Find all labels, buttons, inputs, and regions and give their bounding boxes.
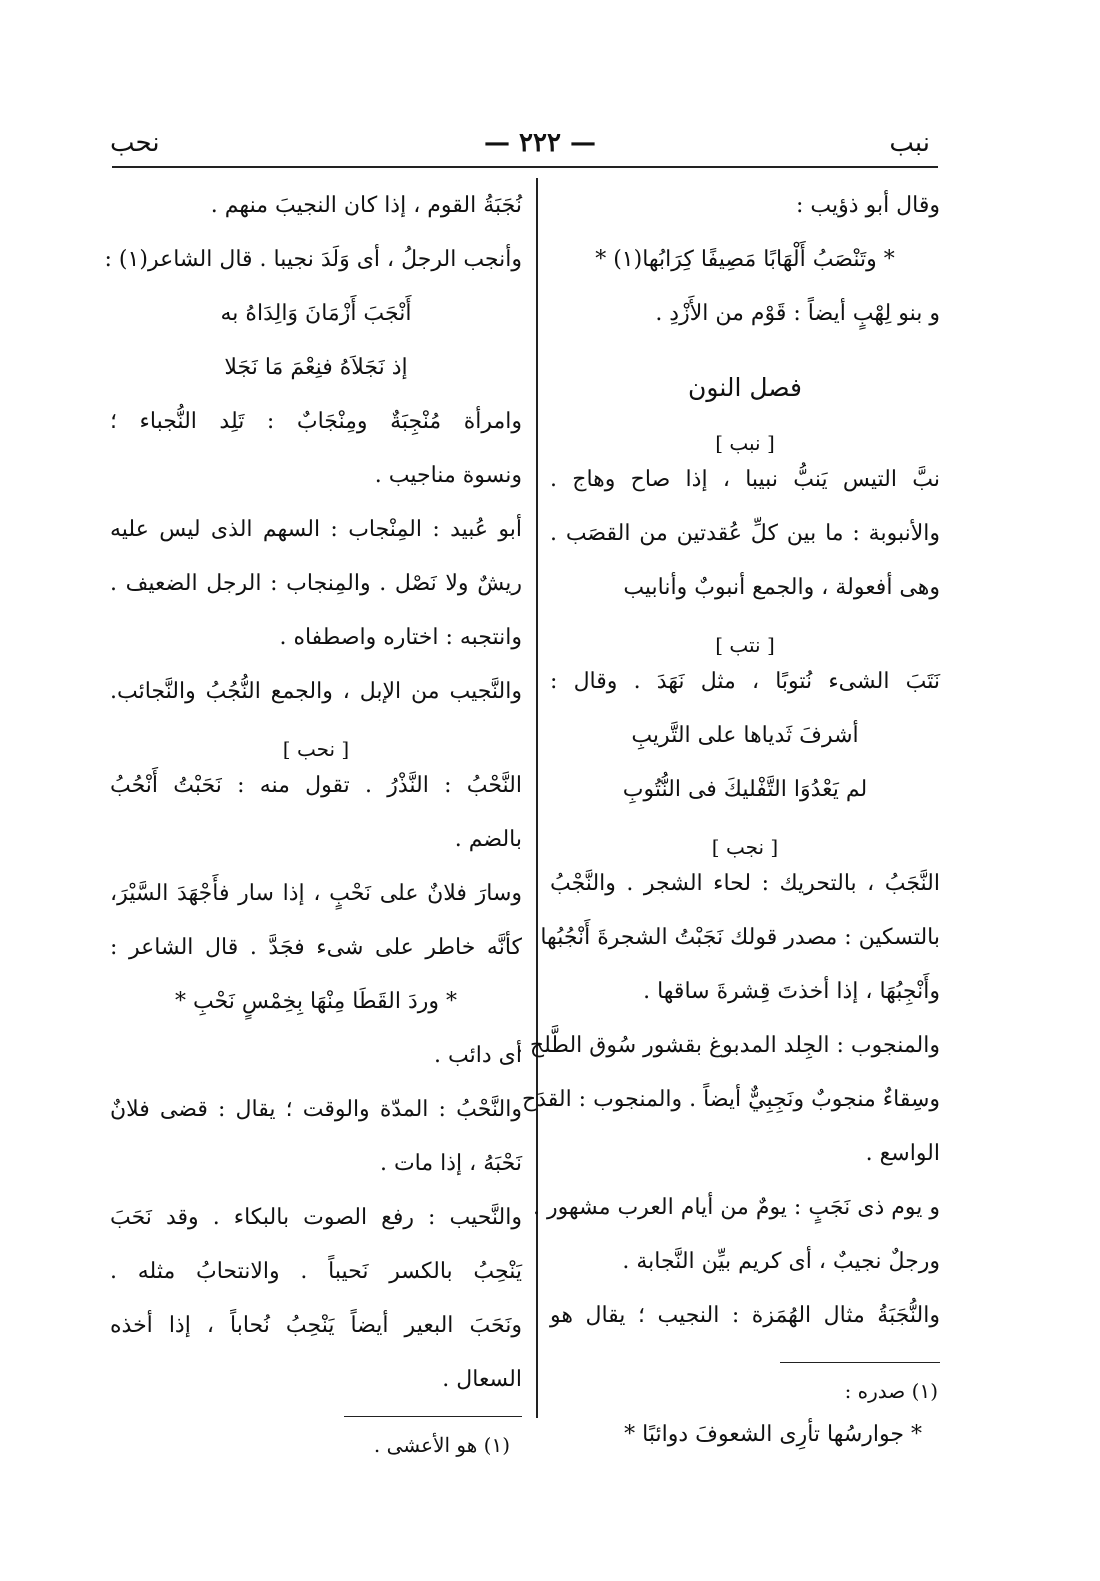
text-line: نُجَبَةُ القوم ، إذا كان النجيبَ منهم . [210, 193, 522, 218]
entry-heading: [ نجب ] [711, 835, 779, 859]
text-line: ورجلٌ نجيبٌ ، أى كريم بيِّن النَّجابة . [622, 1249, 940, 1274]
text-line: والمنجوب : الجِلد المدبوغ بقشور سُوق الطَّلح . [515, 1033, 940, 1058]
text-line: النَّجَبُ ، بالتحريك : لحاء الشجر . والنَّجْبُ [550, 871, 940, 896]
left-column [104, 192, 522, 1420]
text-line: وانتجبه : اختاره واصطفاه . [279, 625, 522, 650]
text-line: والأنبوبة : ما بين كلِّ عُقدتين من القصَب . [550, 521, 940, 546]
entry-heading: [ نبب ] [715, 431, 775, 455]
text-line: ريشٌ ولا نَصْل . والمِنجاب : الرجل الضعيف . [110, 571, 522, 596]
text-line: و بنو لِهْبٍ أيضاً : قَوْم من الأَزْدِ . [655, 301, 940, 326]
text-line: ونَحَبَ البعير أيضاً يَنْحِبُ نُحاباً ، إذا أخذه [110, 1313, 522, 1338]
text-line: وهى أفعولة ، والجمع أنبوبٌ وأنابيب [623, 575, 940, 600]
entry-heading: [ نتب ] [715, 633, 775, 657]
text-line: وأنجب الرجلُ ، أى وَلَدَ نجيبا . قال الشاعر(١) : [104, 247, 522, 272]
text-line: وامرأة مُنْجِبَةٌ ومِنْجَابٌ : تَلِد النُّجباء ؛ [110, 409, 522, 434]
footnote-marker-right: (١) صدره : [844, 1379, 938, 1403]
verse-line: * وتَنْصَبُ أَلْهَابًا مَصِيفًا كِرَابُها(١) * [595, 247, 895, 272]
right-column [515, 192, 940, 1356]
text-line: والنَّحْبُ : المدّة والوقت ؛ يقال : قضى فلانٌ [110, 1097, 522, 1122]
verse-line: إذ نَجَلاَهُ فنِعْمَ مَا نَجَلا [224, 355, 408, 380]
entry-heading: [ نحب ] [282, 737, 350, 761]
text-line: ونسوة مناجيب . [374, 463, 522, 488]
text-line: وأَنْجِبُهَا ، إذا أخذتَ قِشرةَ ساقها . [643, 979, 940, 1004]
text-line: الواسع . [865, 1141, 940, 1166]
running-head [110, 128, 930, 168]
text-line: وقال أبو ذؤيب : [796, 193, 940, 218]
running-head-left-word: نحب [110, 128, 160, 158]
text-line: بالتسكين : مصدر قولك نَجَبْتُ الشجرةَ أَنْجُبُها [540, 925, 940, 950]
text-line: وسارَ فلانٌ على نَحْبٍ ، إذا سار فأَجْهَدَ السَّيْرَ، [110, 881, 522, 906]
text-line: وسِقاءٌ منجوبٌ ونَجِبِيٌّ أيضاً . والمنجوب : القدَح [522, 1087, 940, 1112]
text-line: والنَّجيب من الإبل ، والجمع النُّجُبُ والنَّجائب. [110, 679, 522, 704]
text-line: السعال . [442, 1367, 522, 1392]
footnote-rule-right [780, 1362, 940, 1363]
text-line: النَّحْبُ : النَّذْرُ . تقول منه : نَحَبْتُ أَنْحُبُ [110, 773, 522, 798]
text-line: نَتَبَ الشىء نُتوبًا ، مثل نَهَدَ . وقال : [550, 669, 940, 694]
text-line: و يوم ذى نَجَبٍ : يومٌ من أيام العرب مشهور . [532, 1195, 940, 1220]
text-line: نبَّ التيس يَنبُّ نبيبا ، إذا صاح وهاج . [550, 467, 940, 492]
text-line: والنَّحيب : رفع الصوت بالبكاء . وقد نَحَبَ [110, 1205, 522, 1230]
section-title: فصل النون [688, 373, 802, 402]
verse-line: * وردَ القَطَا مِنْهَا بِخِمْسٍ نَحْبِ * [175, 989, 457, 1014]
column-divider [536, 178, 538, 1418]
text-line: أى دائب . [434, 1043, 522, 1068]
verse-line: لم يَعْدُوَا التَّفْليكَ فى النُّتُوبِ [622, 777, 868, 802]
text-line: أبو عُبيد : المِنْجاب : السهم الذى ليس عليه [110, 517, 522, 542]
verse-line: أَنْجَبَ أَزْمَانَ وَالِدَاهُ به [220, 301, 412, 326]
running-head-right-word: نبب [889, 128, 930, 158]
text-line: والنُّجَبَةُ مثال الهُمَزة : النجيب ؛ يقال هو [550, 1303, 940, 1328]
footnote-text-left: (١) هو الأعشى . [373, 1433, 510, 1457]
text-line: بالضم . [454, 827, 522, 852]
text-line: يَنْحِبُ بالكسر نَحيباً . والانتحابُ مثله . [110, 1259, 522, 1284]
text-line: نَحْبَهُ ، إذا مات . [379, 1151, 522, 1176]
header-rule [112, 166, 938, 168]
footnote-rule-left [344, 1416, 522, 1417]
text-line: كأنَّه خاطر على شىء فجَدَّ . قال الشاعر : [110, 935, 522, 960]
verse-line: أشرفَ ثَدياها على التَّريبِ [631, 723, 859, 748]
footnote-text-right: * جوارسُها تأرِى الشعوفَ دوائبًا * [624, 1422, 922, 1447]
page-number: — ٢٢٢ — [483, 128, 597, 158]
